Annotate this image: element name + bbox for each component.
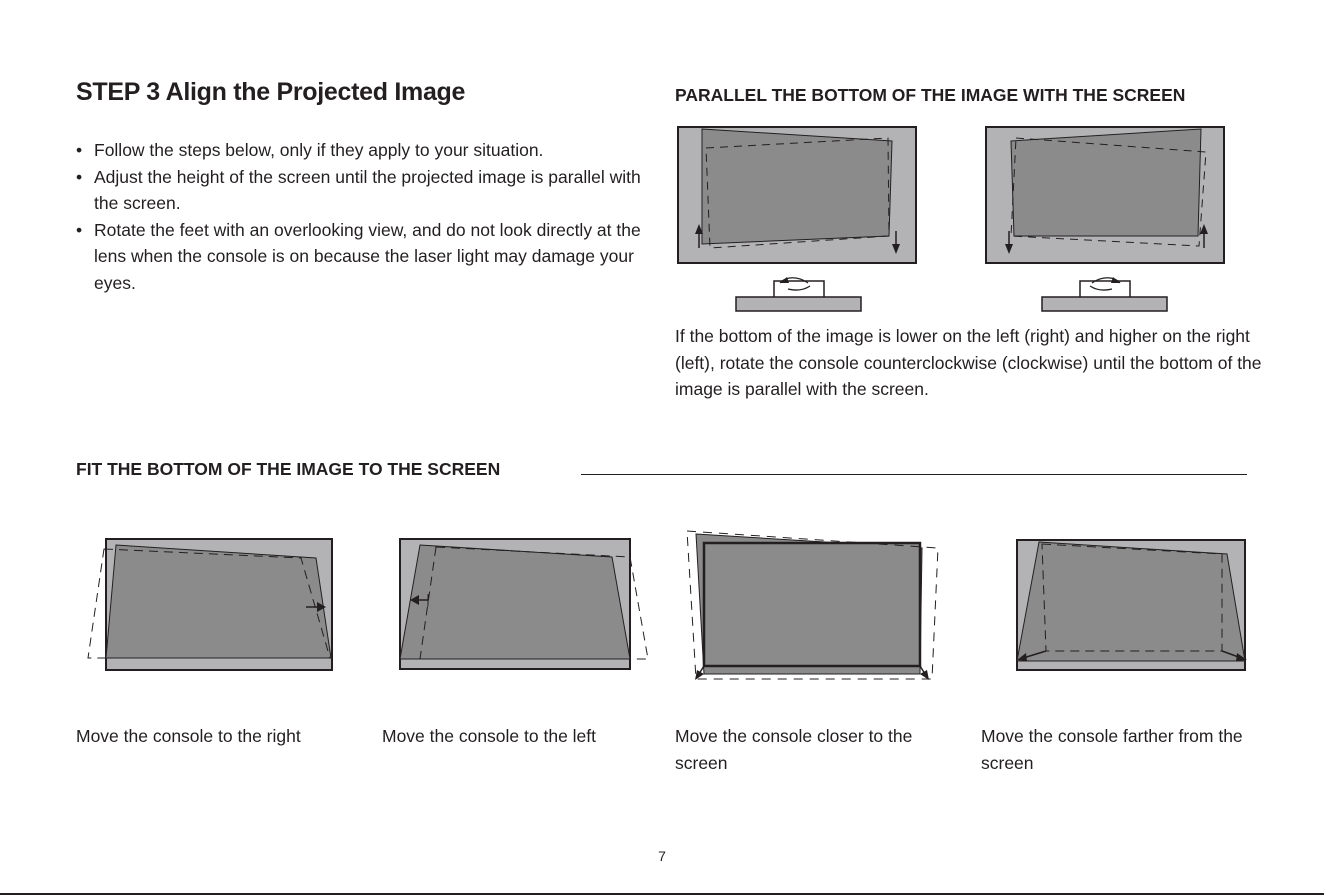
fit-diagram-move-left [398,537,654,672]
fit-diagram-move-closer [684,526,946,684]
fit-diagram-move-right [86,536,338,674]
caption-move-left: Move the console to the left [382,726,597,746]
fit-diagram-move-farther [1014,537,1250,673]
instruction-item: • Rotate the feet with an overlooking view, and do not look directly at the lens when the console is on because the laser light may damage your eyes. [76,217,641,297]
projected-image [400,545,630,659]
instruction-list [76,137,641,296]
projected-image [106,545,331,658]
parallel-instructions: If the bottom of the image is lower on the left (right) and higher on the right (left), rotate the console counterclockwise (clockwise) until the bottom of the image is parallel with the screen. [675,326,1262,399]
parallel-diagram-right [984,126,1227,314]
instruction-item: • Follow the steps below, only if they apply to your situation. [76,137,641,164]
section-divider [581,474,1247,475]
fit-section-heading: FIT THE BOTTOM OF THE IMAGE TO THE SCREEN [76,459,501,479]
console-stand [736,297,861,311]
step-title: STEP 3 Align the Projected Image [76,78,466,106]
caption-move-closer: Move the console closer to the screen [675,726,913,773]
parallel-section-heading: PARALLEL THE BOTTOM OF THE IMAGE WITH THE SCREEN [675,85,1186,105]
screen-frame [704,543,920,666]
caption-move-right: Move the console to the right [76,726,301,746]
projected-image [1017,542,1245,661]
projected-image [702,129,892,244]
parallel-diagram-left [676,126,919,314]
instruction-item: • Adjust the height of the screen until the projected image is parallel with the screen. [76,164,641,217]
caption-move-farther: Move the console farther from the screen [981,726,1243,773]
page-number: 7 [658,848,666,864]
console-stand [1042,297,1167,311]
